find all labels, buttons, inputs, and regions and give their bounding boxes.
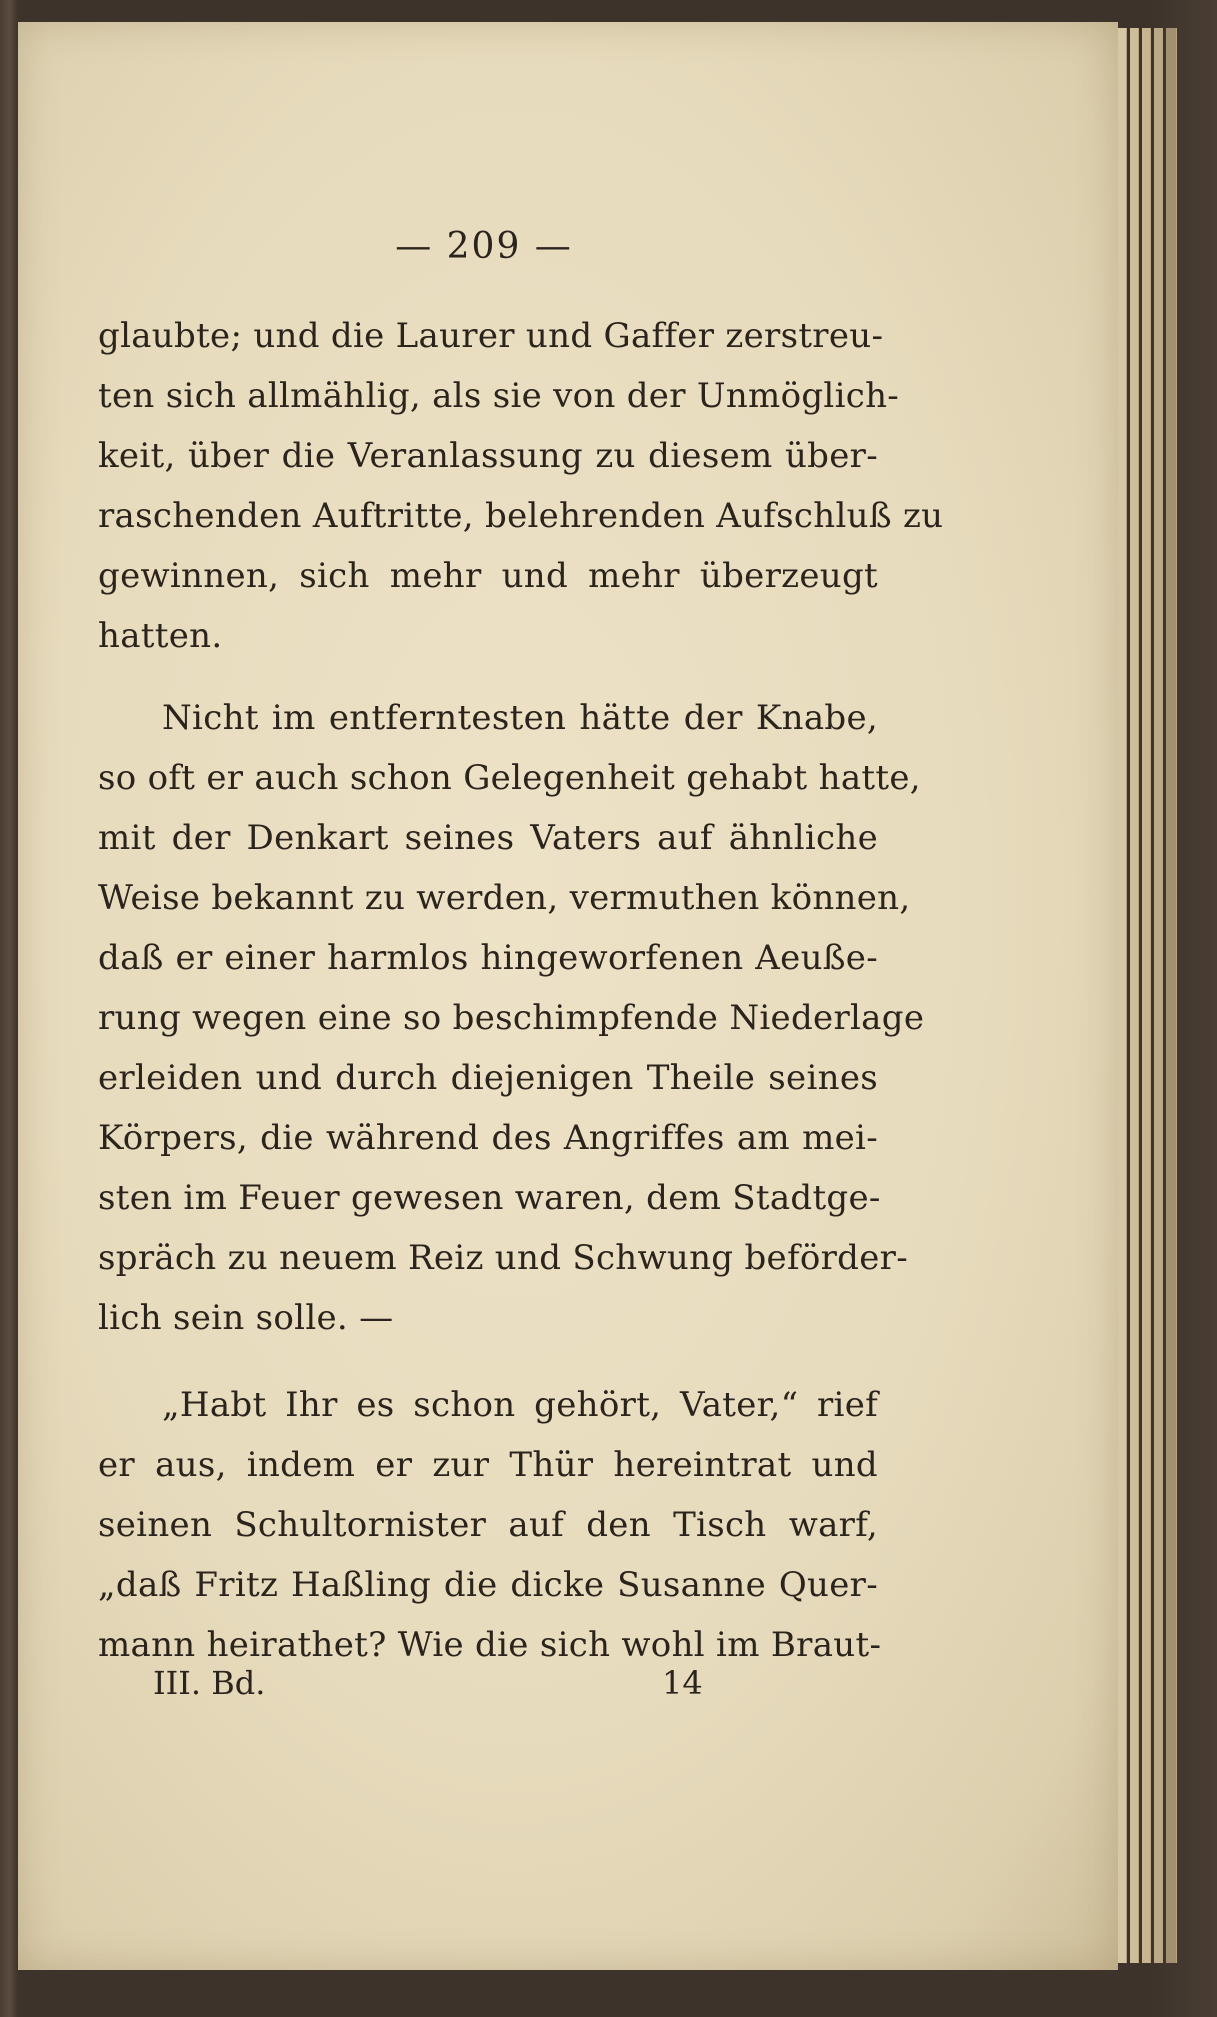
text-line: keit, über die Veranlassung zu diesem über- [98, 436, 878, 476]
paragraph-3 [98, 1375, 882, 1675]
page-edge [1142, 28, 1151, 1963]
page-edge [1118, 28, 1127, 1963]
page-number: — 209 — [395, 226, 573, 267]
text-line: so oft er auch schon Gelegenheit gehabt hatte, [98, 758, 921, 798]
text-line: seinen Schultornister auf den Tisch warf, [98, 1505, 878, 1545]
text-line: mann heirathet? Wie die sich wohl im Braut- [98, 1625, 882, 1665]
text-line: glaubte; und die Laurer und Gaffer zerstreu- [98, 316, 884, 356]
paragraph-1 [98, 306, 944, 666]
text-line: lich sein solle. — [98, 1298, 394, 1338]
text-line: ten sich allmählig, als sie von der Unmöglich- [98, 376, 900, 416]
paragraph-2 [98, 688, 925, 1348]
text-line: er aus, indem er zur Thür hereintrat und [98, 1445, 878, 1485]
signature-mark: III. Bd. [153, 1664, 266, 1702]
text-line: raschenden Auftritte, belehrenden Aufschluß zu [98, 496, 944, 536]
text-line: mit der Denkart seines Vaters auf ähnliche [98, 818, 878, 858]
text-line: daß er einer harmlos hingeworfenen Aeuße- [98, 938, 878, 978]
gathering-number: 14 [662, 1664, 703, 1702]
text-line: Nicht im entferntesten hätte der Knabe, [162, 698, 878, 738]
text-line: Körpers, die während des Angriffes am mei- [98, 1118, 878, 1158]
text-line: spräch zu neuem Reiz und Schwung beförder- [98, 1238, 908, 1278]
text-line: gewinnen, sich mehr und mehr überzeugt [98, 556, 878, 596]
text-line: „daß Fritz Haßling die dicke Susanne Quer- [98, 1565, 878, 1605]
page-edge [1130, 28, 1139, 1963]
text-line: rung wegen eine so beschimpfende Niederlage [98, 998, 925, 1038]
text-line: sten im Feuer gewesen waren, dem Stadtge- [98, 1178, 881, 1218]
page-edge [1154, 28, 1163, 1963]
text-line: Weise bekannt zu werden, vermuthen können, [98, 878, 911, 918]
text-line: hatten. [98, 616, 223, 656]
text-line: „Habt Ihr es schon gehört, Vater,“ rief [162, 1385, 878, 1425]
page-edge [1166, 28, 1177, 1963]
text-line: erleiden und durch diejenigen Theile seines [98, 1058, 878, 1098]
